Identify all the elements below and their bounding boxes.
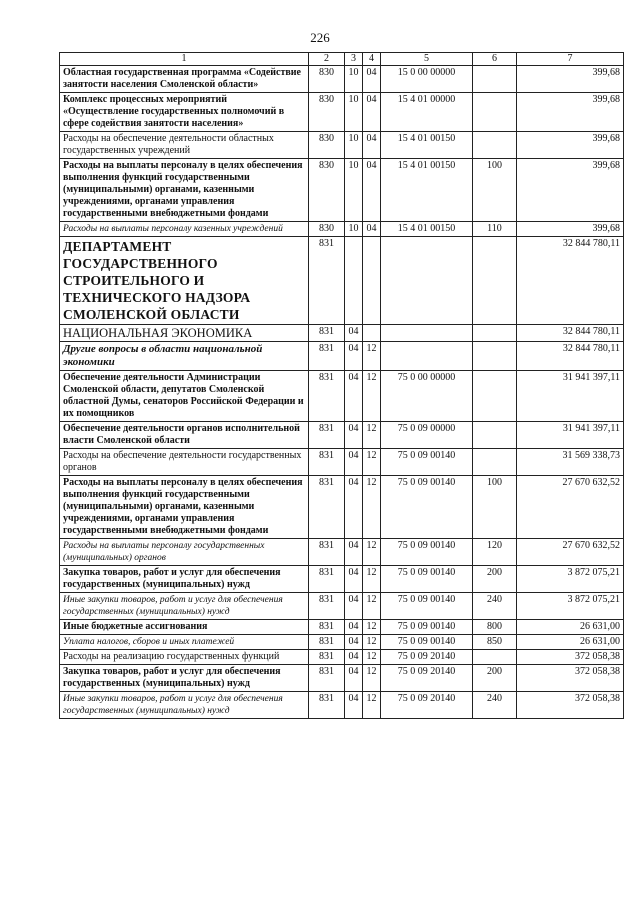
section-code-cell: 04 (345, 422, 363, 449)
row-name-cell: НАЦИОНАЛЬНАЯ ЭКОНОМИКА (60, 325, 309, 342)
section-code-cell: 04 (345, 692, 363, 719)
row-name-cell: Расходы на выплаты персоналу казенных учреждений (60, 222, 309, 237)
admin-code-cell: 831 (309, 692, 345, 719)
target-item-cell (381, 342, 473, 371)
section-code-cell: 10 (345, 132, 363, 159)
section-code-cell: 10 (345, 93, 363, 132)
table-header-row (60, 53, 624, 66)
row-name-cell: Расходы на выплаты персоналу государственных (муниципальных) органов (60, 539, 309, 566)
admin-code-cell: 831 (309, 342, 345, 371)
amount-cell: 32 844 780,11 (517, 237, 624, 325)
row-name-cell: Обеспечение деятельности органов исполнительной власти Смоленской области (60, 422, 309, 449)
amount-cell: 399,68 (517, 93, 624, 132)
target-item-cell (381, 237, 473, 325)
expense-type-cell: 200 (473, 566, 517, 593)
table-row (60, 66, 624, 93)
page-number: 226 (310, 30, 330, 45)
target-item-cell: 75 0 09 00140 (381, 476, 473, 539)
table-row (60, 593, 624, 620)
row-name-cell: Расходы на обеспечение деятельности областных государственных учреждений (60, 132, 309, 159)
amount-cell: 32 844 780,11 (517, 342, 624, 371)
row-name-cell: Комплекс процессных мероприятий «Осуществление государственных полномочий в сфере содействия занятости населения» (60, 93, 309, 132)
target-item-cell: 15 0 00 00000 (381, 66, 473, 93)
amount-cell: 31 941 397,11 (517, 422, 624, 449)
target-item-cell: 75 0 09 20140 (381, 665, 473, 692)
amount-cell: 399,68 (517, 132, 624, 159)
table-row (60, 692, 624, 719)
subsection-code-cell: 12 (363, 539, 381, 566)
target-item-cell: 75 0 09 00140 (381, 620, 473, 635)
amount-cell: 372 058,38 (517, 650, 624, 665)
target-item-cell: 15 4 01 00150 (381, 132, 473, 159)
row-name-cell: Уплата налогов, сборов и иных платежей (60, 635, 309, 650)
section-code-cell: 04 (345, 593, 363, 620)
section-code-cell: 10 (345, 222, 363, 237)
section-code-cell: 04 (345, 449, 363, 476)
target-item-cell: 75 0 09 00000 (381, 422, 473, 449)
expense-type-cell: 100 (473, 159, 517, 222)
admin-code-cell: 831 (309, 325, 345, 342)
admin-code-cell: 830 (309, 159, 345, 222)
column-header: 1 (60, 53, 309, 66)
section-code-cell: 10 (345, 66, 363, 93)
row-name-cell: Расходы на выплаты персоналу в целях обеспечения выполнения функций государственными (муниципальными) органами, казенными учреждениями, органами управления государственными внебюджетными фондами (60, 159, 309, 222)
budget-table (59, 52, 624, 719)
section-code-cell: 04 (345, 539, 363, 566)
row-name-cell: Иные бюджетные ассигнования (60, 620, 309, 635)
subsection-code-cell: 12 (363, 342, 381, 371)
section-code-cell: 04 (345, 620, 363, 635)
row-name-cell: Областная государственная программа «Содействие занятости населения Смоленской области» (60, 66, 309, 93)
expense-type-cell: 120 (473, 539, 517, 566)
target-item-cell: 15 4 01 00150 (381, 222, 473, 237)
target-item-cell: 75 0 09 00140 (381, 593, 473, 620)
expense-type-cell: 110 (473, 222, 517, 237)
amount-cell: 399,68 (517, 222, 624, 237)
subsection-code-cell: 04 (363, 159, 381, 222)
subsection-code-cell: 12 (363, 566, 381, 593)
amount-cell: 399,68 (517, 66, 624, 93)
admin-code-cell: 831 (309, 566, 345, 593)
expense-type-cell (473, 325, 517, 342)
subsection-code-cell: 12 (363, 371, 381, 422)
subsection-code-cell: 04 (363, 222, 381, 237)
admin-code-cell: 831 (309, 476, 345, 539)
admin-code-cell: 831 (309, 650, 345, 665)
section-code-cell: 04 (345, 371, 363, 422)
subsection-code-cell: 12 (363, 650, 381, 665)
section-code-cell: 04 (345, 476, 363, 539)
admin-code-cell: 831 (309, 620, 345, 635)
table-row (60, 635, 624, 650)
table-row (60, 620, 624, 635)
table-row (60, 539, 624, 566)
amount-cell: 27 670 632,52 (517, 539, 624, 566)
target-item-cell: 15 4 01 00150 (381, 159, 473, 222)
subsection-code-cell: 04 (363, 66, 381, 93)
admin-code-cell: 831 (309, 422, 345, 449)
amount-cell: 32 844 780,11 (517, 325, 624, 342)
target-item-cell: 75 0 09 20140 (381, 650, 473, 665)
row-name-cell: Расходы на выплаты персоналу в целях обеспечения выполнения функций государственными (муниципальными) органами, казенными учреждениями, органами управления государственными внебюджетными фондами (60, 476, 309, 539)
admin-code-cell: 831 (309, 237, 345, 325)
row-name-cell: Иные закупки товаров, работ и услуг для обеспечения государственных (муниципальных) нужд (60, 692, 309, 719)
table-row (60, 476, 624, 539)
target-item-cell: 75 0 09 00140 (381, 566, 473, 593)
expense-type-cell (473, 132, 517, 159)
row-name-cell: Расходы на обеспечение деятельности государственных органов (60, 449, 309, 476)
expense-type-cell (473, 342, 517, 371)
amount-cell: 3 872 075,21 (517, 593, 624, 620)
amount-cell: 31 569 338,73 (517, 449, 624, 476)
expense-type-cell: 850 (473, 635, 517, 650)
subsection-code-cell: 12 (363, 449, 381, 476)
column-header: 7 (517, 53, 624, 66)
admin-code-cell: 830 (309, 93, 345, 132)
expense-type-cell (473, 650, 517, 665)
section-code-cell: 04 (345, 635, 363, 650)
admin-code-cell: 830 (309, 132, 345, 159)
target-item-cell: 75 0 09 00140 (381, 449, 473, 476)
subsection-code-cell: 12 (363, 692, 381, 719)
column-header: 5 (381, 53, 473, 66)
table-row (60, 325, 624, 342)
table-row (60, 449, 624, 476)
section-code-cell: 04 (345, 665, 363, 692)
expense-type-cell (473, 93, 517, 132)
row-name-cell: Иные закупки товаров, работ и услуг для обеспечения государственных (муниципальных) нужд (60, 593, 309, 620)
section-code-cell: 10 (345, 159, 363, 222)
table-row (60, 665, 624, 692)
table-row (60, 342, 624, 371)
subsection-code-cell (363, 237, 381, 325)
expense-type-cell (473, 422, 517, 449)
subsection-code-cell (363, 325, 381, 342)
column-header: 6 (473, 53, 517, 66)
target-item-cell: 15 4 01 00000 (381, 93, 473, 132)
expense-type-cell: 240 (473, 593, 517, 620)
admin-code-cell: 831 (309, 635, 345, 650)
column-header: 2 (309, 53, 345, 66)
subsection-code-cell: 04 (363, 93, 381, 132)
table-row (60, 132, 624, 159)
row-name-cell: Закупка товаров, работ и услуг для обеспечения государственных (муниципальных) нужд (60, 566, 309, 593)
amount-cell: 26 631,00 (517, 635, 624, 650)
expense-type-cell (473, 371, 517, 422)
target-item-cell: 75 0 09 00140 (381, 635, 473, 650)
expense-type-cell (473, 449, 517, 476)
admin-code-cell: 831 (309, 539, 345, 566)
subsection-code-cell: 12 (363, 422, 381, 449)
table-row (60, 222, 624, 237)
admin-code-cell: 831 (309, 593, 345, 620)
expense-type-cell (473, 66, 517, 93)
expense-type-cell: 100 (473, 476, 517, 539)
amount-cell: 372 058,38 (517, 665, 624, 692)
subsection-code-cell: 12 (363, 635, 381, 650)
row-name-cell: Закупка товаров, работ и услуг для обеспечения государственных (муниципальных) нужд (60, 665, 309, 692)
expense-type-cell: 800 (473, 620, 517, 635)
subsection-code-cell: 12 (363, 476, 381, 539)
section-code-cell: 04 (345, 650, 363, 665)
expense-type-cell: 240 (473, 692, 517, 719)
table-row (60, 566, 624, 593)
admin-code-cell: 831 (309, 371, 345, 422)
expense-type-cell: 200 (473, 665, 517, 692)
target-item-cell (381, 325, 473, 342)
amount-cell: 399,68 (517, 159, 624, 222)
section-code-cell: 04 (345, 566, 363, 593)
subsection-code-cell: 12 (363, 593, 381, 620)
table-row (60, 159, 624, 222)
row-name-cell: Обеспечение деятельности Администрации Смоленской области, депутатов Смоленской областной Думы, сенаторов Российской Федерации и их помощников (60, 371, 309, 422)
target-item-cell: 75 0 09 00140 (381, 539, 473, 566)
table-row (60, 371, 624, 422)
amount-cell: 26 631,00 (517, 620, 624, 635)
admin-code-cell: 831 (309, 449, 345, 476)
row-name-cell: Расходы на реализацию государственных функций (60, 650, 309, 665)
expense-type-cell (473, 237, 517, 325)
section-code-cell: 04 (345, 325, 363, 342)
row-name-cell: ДЕПАРТАМЕНТ ГОСУДАРСТВЕННОГО СТРОИТЕЛЬНОГО И ТЕХНИЧЕСКОГО НАДЗОРА СМОЛЕНСКОЙ ОБЛАСТИ (60, 237, 309, 325)
amount-cell: 372 058,38 (517, 692, 624, 719)
table-row (60, 237, 624, 325)
admin-code-cell: 830 (309, 222, 345, 237)
admin-code-cell: 831 (309, 665, 345, 692)
table-row (60, 650, 624, 665)
amount-cell: 27 670 632,52 (517, 476, 624, 539)
target-item-cell: 75 0 09 20140 (381, 692, 473, 719)
admin-code-cell: 830 (309, 66, 345, 93)
section-code-cell (345, 237, 363, 325)
table-row (60, 422, 624, 449)
table-row (60, 93, 624, 132)
amount-cell: 3 872 075,21 (517, 566, 624, 593)
subsection-code-cell: 04 (363, 132, 381, 159)
subsection-code-cell: 12 (363, 620, 381, 635)
section-code-cell: 04 (345, 342, 363, 371)
subsection-code-cell: 12 (363, 665, 381, 692)
target-item-cell: 75 0 00 00000 (381, 371, 473, 422)
row-name-cell: Другие вопросы в области национальной экономики (60, 342, 309, 371)
column-header: 3 (345, 53, 363, 66)
amount-cell: 31 941 397,11 (517, 371, 624, 422)
column-header: 4 (363, 53, 381, 66)
